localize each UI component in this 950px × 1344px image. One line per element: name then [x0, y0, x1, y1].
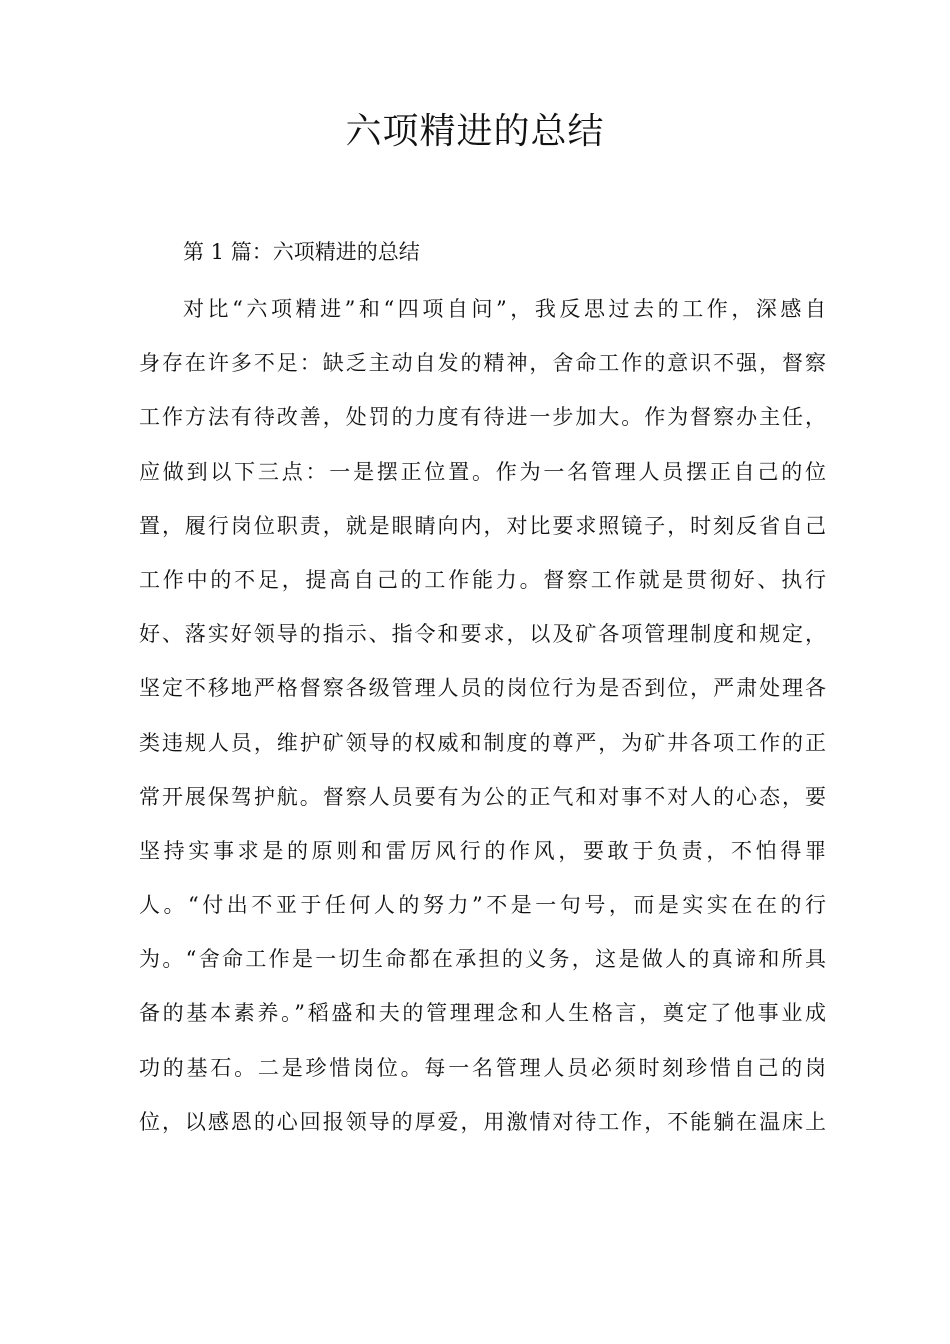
paragraph-line: 位，以感恩的心回报领导的厚爱，用激情对待工作，不能躺在温床上	[139, 1109, 826, 1134]
paragraph-line: 工作方法有待改善，处罚的力度有待进一步加大。作为督察办主任，	[139, 405, 826, 430]
paragraph-line: 常开展保驾护航。督察人员要有为公的正气和对事不对人的心态，要	[139, 784, 826, 809]
body-paragraph	[139, 289, 826, 1156]
section-heading: 第 1 篇：六项精进的总结	[183, 240, 420, 264]
document-title: 六项精进的总结	[345, 111, 605, 152]
paragraph-line: 为。“舍命工作是一切生命都在承担的义务，这是做人的真谛和所具	[139, 947, 826, 972]
paragraph-line: 类违规人员，维护矿领导的权威和制度的尊严，为矿井各项工作的正	[139, 730, 826, 755]
paragraph-line: 坚持实事求是的原则和雷厉风行的作风，要敢于负责，不怕得罪	[139, 838, 826, 863]
paragraph-line: 坚定不移地严格督察各级管理人员的岗位行为是否到位，严肃处理各	[139, 676, 826, 701]
paragraph-line: 好、落实好领导的指示、指令和要求，以及矿各项管理制度和规定，	[139, 622, 826, 647]
paragraph-line: 置，履行岗位职责，就是眼睛向内，对比要求照镜子，时刻反省自己	[139, 513, 826, 538]
paragraph-line: 功的基石。二是珍惜岗位。每一名管理人员必须时刻珍惜自己的岗	[139, 1055, 826, 1080]
paragraph-line: 应做到以下三点：一是摆正位置。作为一名管理人员摆正自己的位	[139, 459, 826, 484]
paragraph-line: 对比“六项精进”和“四项自问”，我反思过去的工作，深感自	[183, 297, 826, 321]
paragraph-line: 人。“付出不亚于任何人的努力”不是一句号，而是实实在在的行	[139, 893, 826, 918]
paragraph-line: 工作中的不足，提高自己的工作能力。督察工作就是贯彻好、执行	[139, 567, 826, 592]
paragraph-line: 备的基本素养。”稻盛和夫的管理理念和人生格言，奠定了他事业成	[139, 1001, 826, 1026]
paragraph-line: 身存在许多不足：缺乏主动自发的精神，舍命工作的意识不强，督察	[139, 351, 826, 376]
